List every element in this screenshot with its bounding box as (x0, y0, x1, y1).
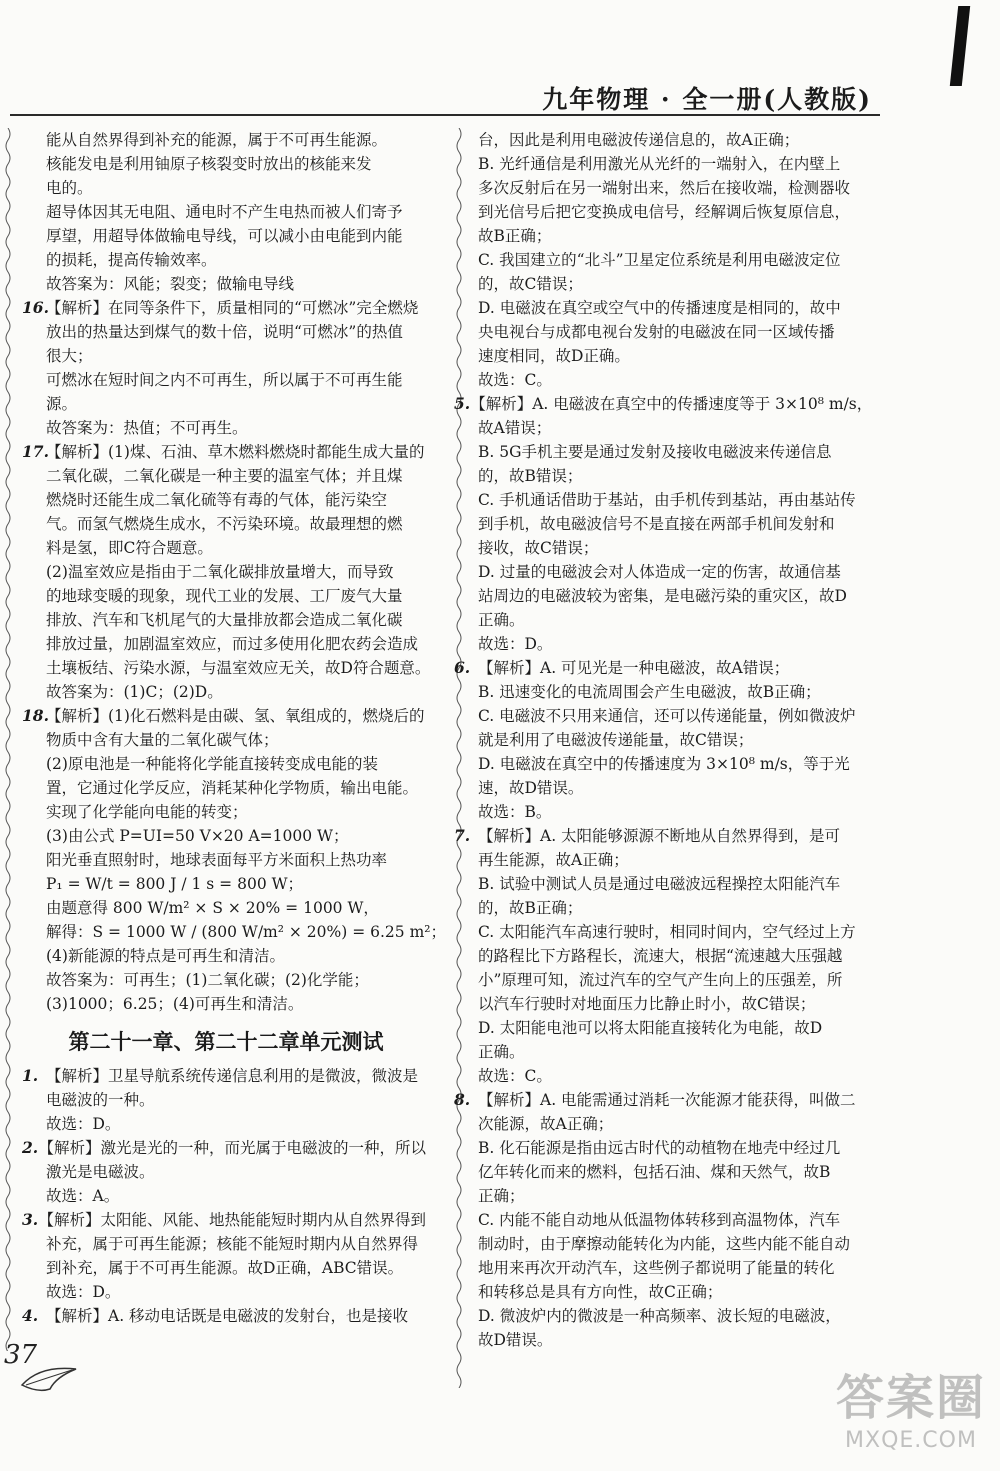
text-line: 【解析】(1)煤、石油、草木燃料燃烧时都能生成大量的 (46, 443, 425, 461)
item-number: 8. (454, 1090, 471, 1109)
text-line: 到光信号后把它变换成电信号，经解调后恢复原信息， (478, 203, 851, 221)
text-line: 【解析】激光是光的一种，而光属于电磁波的一种，所以 (38, 1139, 426, 1157)
text-line: 正确。 (478, 1043, 525, 1061)
text-line: 电的。 (46, 179, 93, 197)
text-line: 【解析】(1)化石燃料是由碳、氢、氧组成的，燃烧后的 (46, 707, 425, 725)
text-line: 的地球变暖的现象，现代工业的发展、工厂废气大量 (46, 587, 403, 605)
answer-item (454, 656, 866, 824)
left-top-continuation (46, 128, 426, 296)
watermark (836, 1359, 986, 1453)
text-line: 超导体因其无电阻、通电时不产生电热而被人们寄予 (46, 203, 403, 221)
answer-item (454, 392, 873, 656)
watermark-logo-text: 答案圈 (835, 1370, 986, 1426)
answer-item (22, 1208, 426, 1304)
text-line: 电磁波的一种。 (46, 1091, 155, 1109)
text-line: B. 试验中测试人员是通过电磁波远程操控太阳能汽车 (478, 875, 841, 893)
text-line: (2)温室效应是指由于二氧化碳排放量增大，而导致 (46, 563, 394, 581)
item-number: 1. (22, 1066, 39, 1085)
text-line: P₁ = W/t = 800 J / 1 s = 800 W； (46, 875, 304, 893)
text-line: 次能源，故A正确； (478, 1115, 614, 1133)
text-line: C. 我国建立的“北斗”卫星定位系统是利用电磁波定位 (478, 251, 841, 269)
text-line: (4)新能源的特点是可再生和清洁。 (46, 947, 285, 965)
text-line: 气。而氢气燃烧生成水，不污染环境。故最理想的燃 (46, 515, 403, 533)
text-line: 土壤板结、污染水源，与温室效应无关，故D符合题意。 (46, 659, 431, 677)
text-line: 的，故C错误； (478, 275, 583, 293)
answer-item (454, 1088, 866, 1352)
text-line: (3)1000；6.25；(4)可再生和清洁。 (46, 995, 304, 1013)
text-line: 【解析】A. 电能需通过消耗一次能源才能获得，叫做二 (478, 1091, 856, 1109)
text-line: 速，故D错误。 (478, 779, 584, 797)
text-line: 台，因此是利用电磁波传递信息的，故A正确； (478, 131, 800, 149)
text-line: C. 内能不能自动地从低温物体转移到高温物体，汽车 (478, 1211, 841, 1229)
item-number: 4. (22, 1306, 39, 1325)
item-number: 6. (454, 658, 471, 677)
text-line: 制动时，由于摩擦动能转化为内能，这些内能不能自动 (478, 1235, 851, 1253)
left-column (22, 128, 446, 1328)
text-line: 亿年转化而来的燃料，包括石油、煤和天然气，故B (478, 1163, 831, 1181)
page-header-title: 九年物理 · 全一册(人教版) (542, 85, 872, 114)
text-line: D. 电磁波在真空或空气中的传播速度是相同的，故中 (478, 299, 841, 317)
text-line: 激光是电磁波。 (46, 1163, 155, 1181)
text-line: 故答案为：热值；不可再生。 (46, 419, 248, 437)
text-line: 【解析】A. 电磁波在真空中的传播速度等于 3×10⁸ m/s， (470, 395, 873, 413)
text-line: 的路程比下方路程长，流速大，根据“流速越大压强越 (478, 947, 843, 965)
answer-item (22, 1304, 426, 1328)
answer-item (22, 1136, 426, 1208)
text-line: 放出的热量达到煤气的数十倍，说明“可燃冰”的热值 (46, 323, 403, 341)
text-line: 源。 (46, 395, 78, 413)
text-line: 很大； (46, 347, 93, 365)
text-line: 到补充，属于不可再生能源。故D正确，ABC错误。 (46, 1259, 404, 1277)
left-unit-test-items (22, 1064, 426, 1328)
text-line: D. 微波炉内的微波是一种高频率、波长短的电磁波， (478, 1307, 841, 1325)
text-line: 阳光垂直照射时，地球表面每平方米面积上热功率 (46, 851, 388, 869)
text-line: 故B正确； (478, 227, 552, 245)
text-line: 【解析】卫星导航系统传递信息利用的是微波，微波是 (46, 1067, 419, 1085)
text-line: C. 太阳能汽车高速行驶时，相同时间内，空气经过上方 (478, 923, 856, 941)
text-line: 【解析】在同等条件下，质量相同的“可燃冰”完全燃烧 (46, 299, 419, 317)
left-answer-items (22, 296, 446, 1016)
item-number: 16. (22, 298, 49, 317)
text-line: 【解析】太阳能、风能、地热能能短时期内从自然界得到 (38, 1211, 426, 1229)
header-rule (10, 114, 880, 116)
text-line: 能从自然界得到补充的能源，属于不可再生能源。 (46, 131, 388, 149)
answer-item (22, 440, 431, 704)
watermark-url: MXQE.COM (845, 1428, 977, 1453)
right-column (454, 128, 873, 1352)
text-line: 置，它通过化学反应，消耗某种化学物质，输出电能。 (46, 779, 419, 797)
item-number: 17. (22, 442, 49, 461)
text-line: 接收，故C错误； (478, 539, 599, 557)
item-number: 2. (22, 1138, 39, 1157)
text-line: 正确； (478, 1187, 525, 1205)
section-heading: 第二十一章、第二十二章单元测试 (68, 1030, 384, 1054)
text-line: D. 太阳能电池可以将太阳能直接转化为电能，故D (478, 1019, 823, 1037)
text-line: 故选：A。 (46, 1187, 120, 1205)
left-wavy-border (4, 128, 12, 1351)
text-line: 二氧化碳，二氧化碳是一种主要的温室气体；并且煤 (46, 467, 403, 485)
text-line: D. 电磁波在真空中的传播速度为 3×10⁸ m/s，等于光 (478, 755, 850, 773)
text-line: 以汽车行驶时对地面压力比静止时小，故C错误； (478, 995, 816, 1013)
text-line: 料是氢，即C符合题意。 (46, 539, 213, 557)
text-line: 故答案为：(1)C；(2)D。 (46, 683, 223, 701)
right-top-continuation (478, 128, 866, 392)
text-line: 【解析】A. 可见光是一种电磁波，故A错误； (478, 659, 790, 677)
text-line: (3)由公式 P=UI=50 V×20 A=1000 W； (46, 827, 349, 845)
text-line: 故A错误； (478, 419, 552, 437)
text-line: 故选：D。 (46, 1115, 121, 1133)
item-number: 3. (22, 1210, 39, 1229)
text-line: 可燃冰在短时间之内不可再生，所以属于不可再生能 (46, 371, 403, 389)
text-line: 故选：D。 (46, 1283, 121, 1301)
text-line: 故选：B。 (478, 803, 552, 821)
text-line: 央电视台与成都电视台发射的电磁波在同一区域传播 (478, 323, 835, 341)
text-line: 故选：C。 (478, 371, 552, 389)
text-line: C. 电磁波不只用来通信，还可以传递能量，例如微波炉 (478, 707, 856, 725)
text-line: B. 光纤通信是利用激光从光纤的一端射入，在内壁上 (478, 155, 841, 173)
text-line: 的损耗，提高传输效率。 (46, 251, 217, 269)
text-line: 小”原理可知，流过汽车的空气产生向上的压强差，所 (478, 971, 843, 989)
text-line: 排放、汽车和飞机尾气的大量排放都会造成二氧化碳 (46, 611, 403, 629)
text-line: 故答案为：风能；裂变；做输电导线 (46, 275, 295, 293)
text-line: 就是利用了电磁波传递能量，故C错误； (478, 731, 754, 749)
text-line: 物质中含有大量的二氧化碳气体； (46, 731, 279, 749)
text-line: 的，故B错误； (478, 467, 583, 485)
text-line: 实现了化学能向电能的转变； (46, 803, 248, 821)
text-line: 排放过量，加剧温室效应，而过多使用化肥农药会造成 (46, 635, 419, 653)
text-line: 由题意得 800 W/m² × S × 20% = 1000 W， (46, 899, 379, 917)
text-line: 核能发电是利用铀原子核裂变时放出的核能来发 (46, 155, 372, 173)
text-line: 补充，属于可再生能源；核能不能短时期内从自然界得 (46, 1235, 419, 1253)
text-line: 故选：D。 (478, 635, 553, 653)
answer-item (22, 296, 426, 440)
text-line: 再生能源，故A正确； (478, 851, 629, 869)
text-line: 厚望，用超导体做输电导线，可以减小由电能到内能 (46, 227, 403, 245)
text-line: 站周边的电磁波较为密集，是电磁污染的重灾区，故D (478, 587, 847, 605)
answer-item (22, 704, 446, 1016)
text-line: B. 5G手机主要是通过发射及接收电磁波来传递信息 (478, 443, 832, 461)
text-line: 正确。 (478, 611, 525, 629)
text-line: B. 化石能源是指由远古时代的动植物在地壳中经过几 (478, 1139, 841, 1157)
text-line: 故D错误。 (478, 1331, 553, 1349)
text-line: D. 过量的电磁波会对人体造成一定的伤害，故通信基 (478, 563, 841, 581)
item-number: 5. (454, 394, 471, 413)
text-line: 速度相同，故D正确。 (478, 347, 630, 365)
item-number: 7. (454, 826, 471, 845)
text-line: 解得：S = 1000 W / (800 W/m² × 20%) = 6.25 m²； (46, 923, 446, 941)
corner-ink-stroke (950, 6, 970, 86)
answer-item (22, 1064, 426, 1136)
text-line: 和转移总是具有方向性，故C正确； (478, 1283, 723, 1301)
text-line: C. 手机通话借助于基站，由手机传到基站，再由基站传 (478, 491, 856, 509)
column-wavy-separator (455, 128, 463, 1391)
page-number: 37 (4, 1340, 38, 1370)
item-number: 18. (22, 706, 49, 725)
leaf-ornament-icon (20, 1355, 80, 1395)
text-line: 【解析】A. 太阳能够源源不断地从自然界得到，是可 (478, 827, 841, 845)
text-line: B. 迅速变化的电流周围会产生电磁波，故B正确； (478, 683, 821, 701)
text-line: 故选：C。 (478, 1067, 552, 1085)
text-line: 多次反射后在另一端射出来，然后在接收端，检测器收 (478, 179, 851, 197)
text-line: 到手机，故电磁波信号不是直接在两部手机间发射和 (478, 515, 835, 533)
text-line: 【解析】A. 移动电话既是电磁波的发射台，也是接收 (46, 1307, 409, 1325)
text-line: (2)原电池是一种能将化学能直接转变成电能的装 (46, 755, 378, 773)
text-line: 燃烧时还能生成二氧化硫等有毒的气体，能污染空 (46, 491, 388, 509)
text-line: 地用来再次开动汽车，这些例子都说明了能量的转化 (478, 1259, 835, 1277)
right-answer-items (454, 392, 873, 1352)
answer-item (454, 824, 866, 1088)
text-line: 的，故B正确； (478, 899, 583, 917)
text-line: 故答案为：可再生；(1)二氧化碳；(2)化学能； (46, 971, 369, 989)
